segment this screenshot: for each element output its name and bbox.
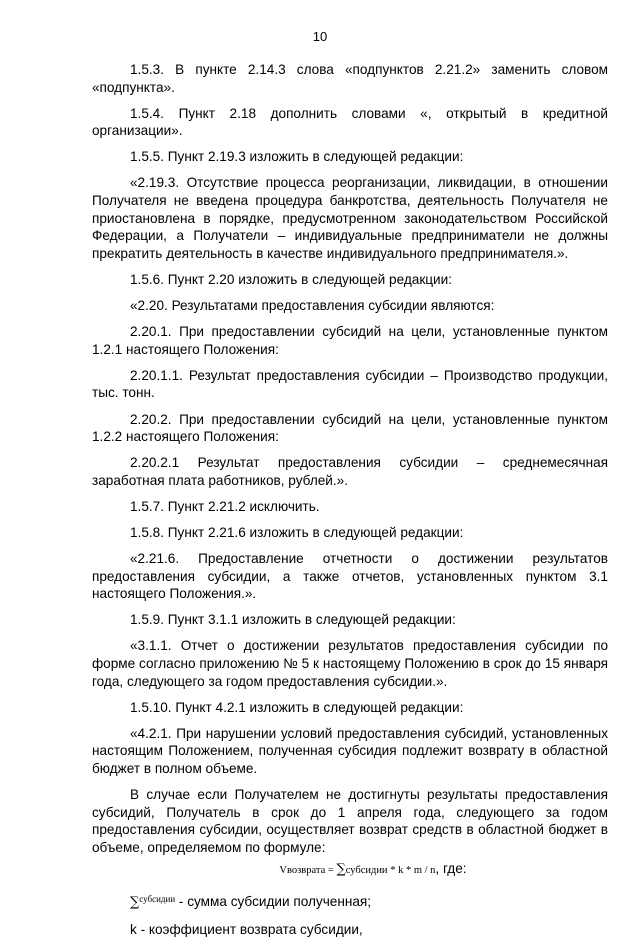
paragraph-1-5-8: 1.5.8. Пункт 2.21.6 изложить в следующей редакции: xyxy=(130,524,464,540)
refund-formula xyxy=(92,857,608,883)
paragraph-2-21-6: «2.21.6. Предоставление отчетности о достижении результатов предоставления субсидии, а также отчетов, установленных пунктом 3.1 настоящего Положения.». xyxy=(92,551,608,602)
sum-symbol-def: ∑ xyxy=(130,895,140,911)
page-number: 10 xyxy=(312,29,328,44)
paragraph-2-20-1: 2.20.1. При предоставлении субсидий на цели, установленные пунктом 1.2.1 настоящего Положения: xyxy=(92,324,608,357)
paragraph-1-5-7: 1.5.7. Пункт 2.21.2 исключить. xyxy=(130,498,320,514)
paragraph-2-20-1-1: 2.20.1.1. Результат предоставления субсидии – Производство продукции, тыс. тонн. xyxy=(92,367,608,401)
paragraph-2-19-3: «2.19.3. Отсутствие процесса реорганизации, ликвидации, в отношении Получателя не введена процедура банкротства, деятельность Получателя не приостановлена в порядке, предусмотренном законодательством Российской Федерации, а Получатели – индивидуальные предприниматели не должны прекратить деятельность в качестве индивидуального предпринимателя.». xyxy=(92,175,608,261)
paragraph-2-20: «2.20. Результатами предоставления субсидии являются: xyxy=(130,298,495,314)
document-body xyxy=(92,61,608,947)
paragraph-1-5-10: 1.5.10. Пункт 4.2.1 изложить в следующей редакции: xyxy=(130,699,464,715)
sum-symbol: ∑ xyxy=(336,862,346,878)
formula-sum-sub: субсидии xyxy=(345,865,388,877)
formula-lhs: Vвозврата = xyxy=(279,865,337,877)
paragraph-2-20-2: 2.20.2. При предоставлении субсидий на цели, установленные пунктом 1.2.2 настоящего Положения: xyxy=(92,411,608,445)
definition-sum-sub: субсидии xyxy=(139,894,176,905)
paragraph-3-1-1: «3.1.1. Отчет о достижении результатов предоставления субсидии по форме согласно приложению № 5 к настоящему Положению в срок до 15 января года, следующего за годом предоставления субсидии.». xyxy=(92,638,608,689)
formula-suffix: , где: xyxy=(435,861,467,877)
paragraph-1-5-4: 1.5.4. Пункт 2.18 дополнить словами «, открытый в кредитной организации». xyxy=(92,105,608,139)
definition-sum xyxy=(92,891,608,912)
definition-sum-text: - сумма субсидии полученная; xyxy=(175,894,372,910)
paragraph-1-5-5: 1.5.5. Пункт 2.19.3 изложить в следующей редакции: xyxy=(130,149,464,165)
paragraph-2-20-2-1: 2.20.2.1 Результат предоставления субсидии – среднемесячная заработная плата работников, рублей.». xyxy=(92,455,608,488)
paragraph-1-5-6: 1.5.6. Пункт 2.20 изложить в следующей редакции: xyxy=(130,271,453,287)
paragraph-4-2-1: «4.2.1. При нарушении условий предоставления субсидий, установленных настоящим Положением, полученная субсидия подлежит возврату в областной бюджет в полном объеме. xyxy=(92,725,608,776)
formula-rhs: * k * m / n xyxy=(387,865,436,877)
definition-k: k - коэффициент возврата субсидии, xyxy=(130,922,363,938)
paragraph-refund-case: В случае если Получателем не достигнуты результаты предоставления субсидий, Получатель в срок до 1 апреля года, следующего за годом предоставления субсидии, осуществляет возврат средств в областной бюджет в объеме, определяемом по формуле: xyxy=(92,787,608,855)
paragraph-1-5-3: 1.5.3. В пункте 2.14.3 слова «подпунктов 2.21.2» заменить словом «подпункта». xyxy=(92,62,608,95)
paragraph-1-5-9: 1.5.9. Пункт 3.1.1 изложить в следующей редакции: xyxy=(130,612,456,628)
